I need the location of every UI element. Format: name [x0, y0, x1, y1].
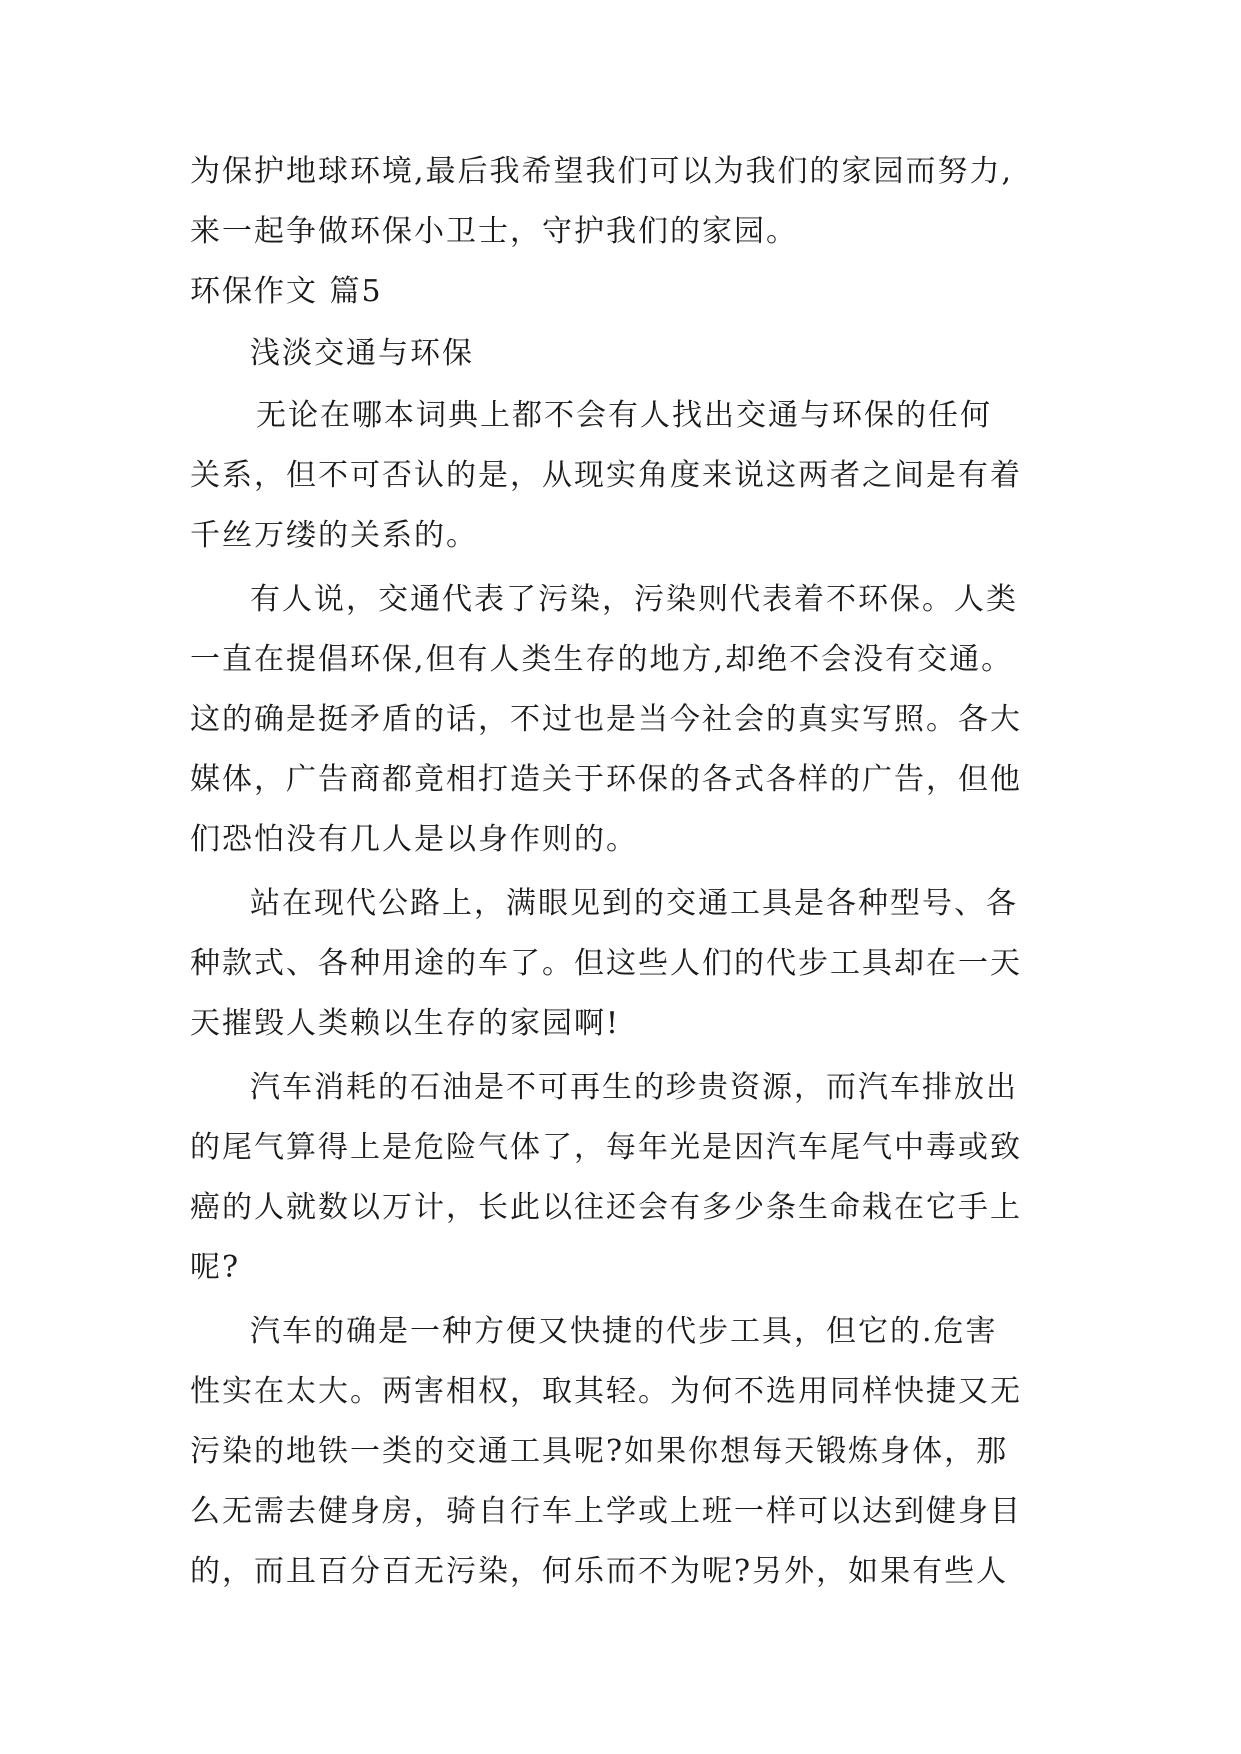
text-line: 癌的人就数以万计，长此以往还会有多少条生命栽在它手上 [190, 1190, 1022, 1225]
text-line: 为保护地球环境,最后我希望我们可以为我们的家园而努力, [190, 154, 1014, 189]
text-line: 关系，但不可否认的是，从现实角度来说这两者之间是有着 [190, 458, 1022, 493]
text-line: 种款式、各种用途的车了。但这些人们的代步工具却在一天 [190, 946, 1022, 981]
text-line: 污染的地铁一类的交通工具呢?如果你想每天锻炼身体，那 [190, 1434, 1009, 1469]
text-line: 汽车的确是一种方便又快捷的代步工具，但它的.危害 [250, 1314, 998, 1349]
text-line: 们恐怕没有几人是以身作则的。 [190, 822, 638, 857]
article-title: 浅淡交通与环保 [250, 336, 474, 371]
text-line: 性实在太大。两害相权，取其轻。为何不选用同样快捷又无 [190, 1374, 1022, 1409]
text-line: 千丝万缕的关系的。 [190, 518, 478, 553]
section-heading: 环保作文 篇5 [190, 274, 383, 309]
text-line: 媒体，广告商都竟相打造关于环保的各式各样的广告，但他 [190, 762, 1022, 797]
text-line: 这的确是挺矛盾的话，不过也是当今社会的真实写照。各大 [190, 702, 1022, 737]
text-line: 的尾气算得上是危险气体了，每年光是因汽车尾气中毒或致 [190, 1130, 1022, 1165]
text-line: 呢? [190, 1250, 241, 1285]
text-line: 来一起争做环保小卫士，守护我们的家园。 [190, 214, 798, 249]
text-line: 的，而且百分百无污染，何乐而不为呢?另外，如果有些人 [190, 1554, 1009, 1589]
text-line: 站在现代公路上，满眼见到的交通工具是各种型号、各 [250, 886, 1018, 921]
text-line: 天摧毁人类赖以生存的家园啊! [190, 1006, 621, 1041]
text-line: 无论在哪本词典上都不会有人找出交通与环保的任何 [256, 398, 992, 433]
text-line: 么无需去健身房，骑自行车上学或上班一样可以达到健身目 [190, 1494, 1022, 1529]
text-line: 汽车消耗的石油是不可再生的珍贵资源，而汽车排放出 [250, 1070, 1018, 1105]
text-line: 有人说，交通代表了污染，污染则代表着不环保。人类 [250, 582, 1018, 617]
text-line: 一直在提倡环保,但有人类生存的地方,却绝不会没有交通。 [190, 642, 1014, 677]
